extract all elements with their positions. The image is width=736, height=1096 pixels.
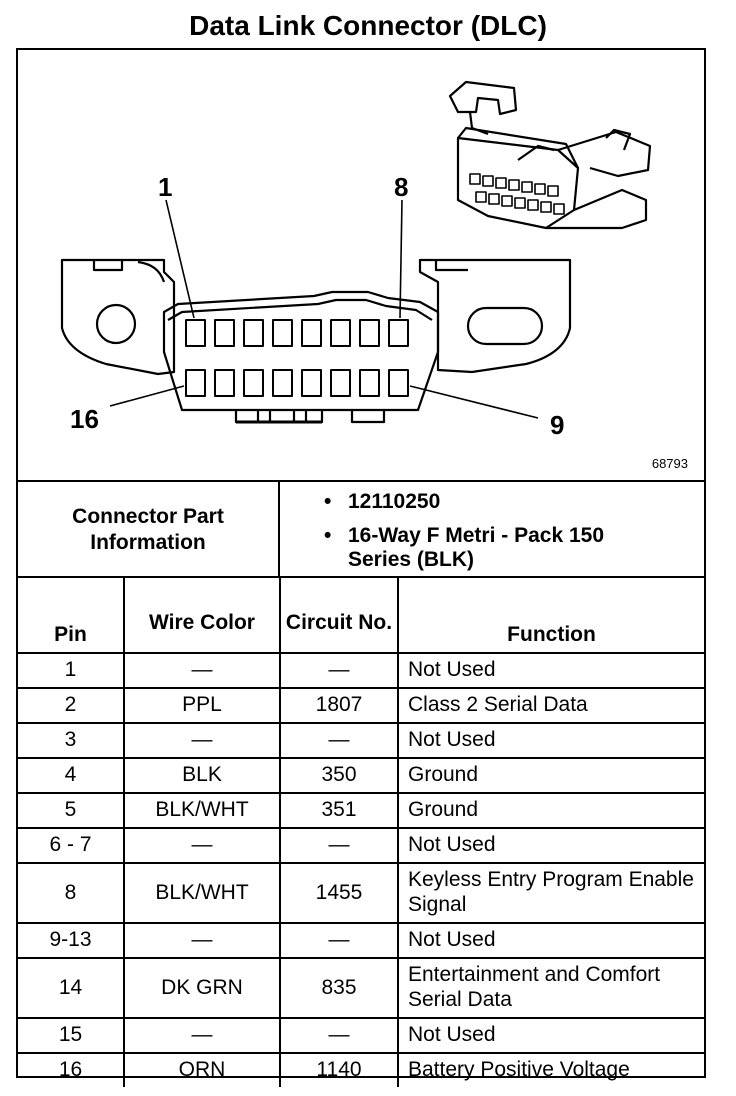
table-row: [18, 863, 704, 923]
pin-cell: 5: [18, 793, 124, 828]
figure-number: 68793: [651, 456, 688, 471]
wire-color-cell: —: [124, 723, 280, 758]
table-row: [18, 923, 704, 958]
circuit-cell: 1455: [280, 863, 398, 923]
page-title: Data Link Connector (DLC): [189, 10, 547, 41]
wire-color-cell: —: [124, 923, 280, 958]
pin-callout-9: 9: [550, 410, 565, 440]
connector-part-info: [18, 480, 704, 578]
table-row: [18, 1018, 704, 1053]
wire-color-cell: PPL: [124, 688, 280, 723]
left-mounting-hole: [97, 305, 135, 343]
wire-color-cell: ORN: [124, 1053, 280, 1087]
pin-cavities: [186, 320, 408, 396]
pin-cell: 9-13: [18, 923, 124, 958]
table-row: [18, 688, 704, 723]
left-flange: [62, 260, 174, 374]
function-cell: Not Used: [398, 1018, 704, 1053]
wire-color-cell: BLK/WHT: [124, 863, 280, 923]
pin-callout-16: 16: [70, 404, 99, 434]
right-flange: [420, 260, 570, 372]
bullet-icon: •: [324, 490, 332, 513]
pin-cell: 15: [18, 1018, 124, 1053]
function-cell: Ground: [398, 793, 704, 828]
pin-cell: 16: [18, 1053, 124, 1087]
circuit-cell: 351: [280, 793, 398, 828]
right-slot-hole: [468, 308, 542, 344]
wire-color-cell: —: [124, 1018, 280, 1053]
table-row: [18, 723, 704, 758]
circuit-cell: —: [280, 723, 398, 758]
wire-color-cell: BLK: [124, 758, 280, 793]
function-cell: Not Used: [398, 923, 704, 958]
circuit-cell: —: [280, 828, 398, 863]
pin-cell: 2: [18, 688, 124, 723]
pin-cell: 4: [18, 758, 124, 793]
circuit-cell: —: [280, 1018, 398, 1053]
table-row: [18, 1053, 704, 1087]
function-cell: Keyless Entry Program Enable Signal: [398, 863, 704, 923]
pin-cell: 3: [18, 723, 124, 758]
connector-3d-sketch: [450, 82, 650, 228]
function-cell: Not Used: [398, 723, 704, 758]
table-header-row: [18, 577, 704, 653]
header-circuit-no: Circuit No.: [280, 577, 398, 653]
circuit-cell: —: [280, 653, 398, 688]
table-row: [18, 653, 704, 688]
pin-callout-1: 1: [158, 172, 173, 202]
function-cell: Battery Positive Voltage: [398, 1053, 704, 1087]
table-row: [18, 758, 704, 793]
pin-cell: 14: [18, 958, 124, 1018]
pin-cell: 1: [18, 653, 124, 688]
connector-info-label: Connector Part Information: [72, 505, 224, 554]
diagram-frame: [16, 48, 706, 1082]
circuit-cell: 1807: [280, 688, 398, 723]
wire-color-cell: DK GRN: [124, 958, 280, 1018]
wire-color-cell: —: [124, 653, 280, 688]
function-cell: Not Used: [398, 653, 704, 688]
pin-table: [18, 576, 704, 1087]
header-pin: Pin: [18, 577, 124, 653]
function-cell: Class 2 Serial Data: [398, 688, 704, 723]
table-row: [18, 793, 704, 828]
function-cell: Entertainment and Comfort Serial Data: [398, 958, 704, 1018]
wire-color-cell: —: [124, 828, 280, 863]
connector-description: 16-Way F Metri - Pack 150 Series (BLK): [348, 524, 604, 572]
connector-drawing: [18, 50, 704, 480]
table-row: [18, 958, 704, 1018]
part-number: 12110250: [348, 490, 441, 513]
function-cell: Ground: [398, 758, 704, 793]
circuit-cell: —: [280, 923, 398, 958]
wire-color-cell: BLK/WHT: [124, 793, 280, 828]
circuit-cell: 835: [280, 958, 398, 1018]
circuit-cell: 1140: [280, 1053, 398, 1087]
circuit-cell: 350: [280, 758, 398, 793]
function-cell: Not Used: [398, 828, 704, 863]
header-wire-color: Wire Color: [124, 577, 280, 653]
table-row: [18, 828, 704, 863]
header-function: Function: [398, 577, 704, 653]
connector-diagram: [18, 50, 704, 480]
pin-callout-8: 8: [394, 172, 409, 202]
pin-cell: 8: [18, 863, 124, 923]
bullet-icon: •: [324, 524, 332, 547]
pin-cell: 6 - 7: [18, 828, 124, 863]
